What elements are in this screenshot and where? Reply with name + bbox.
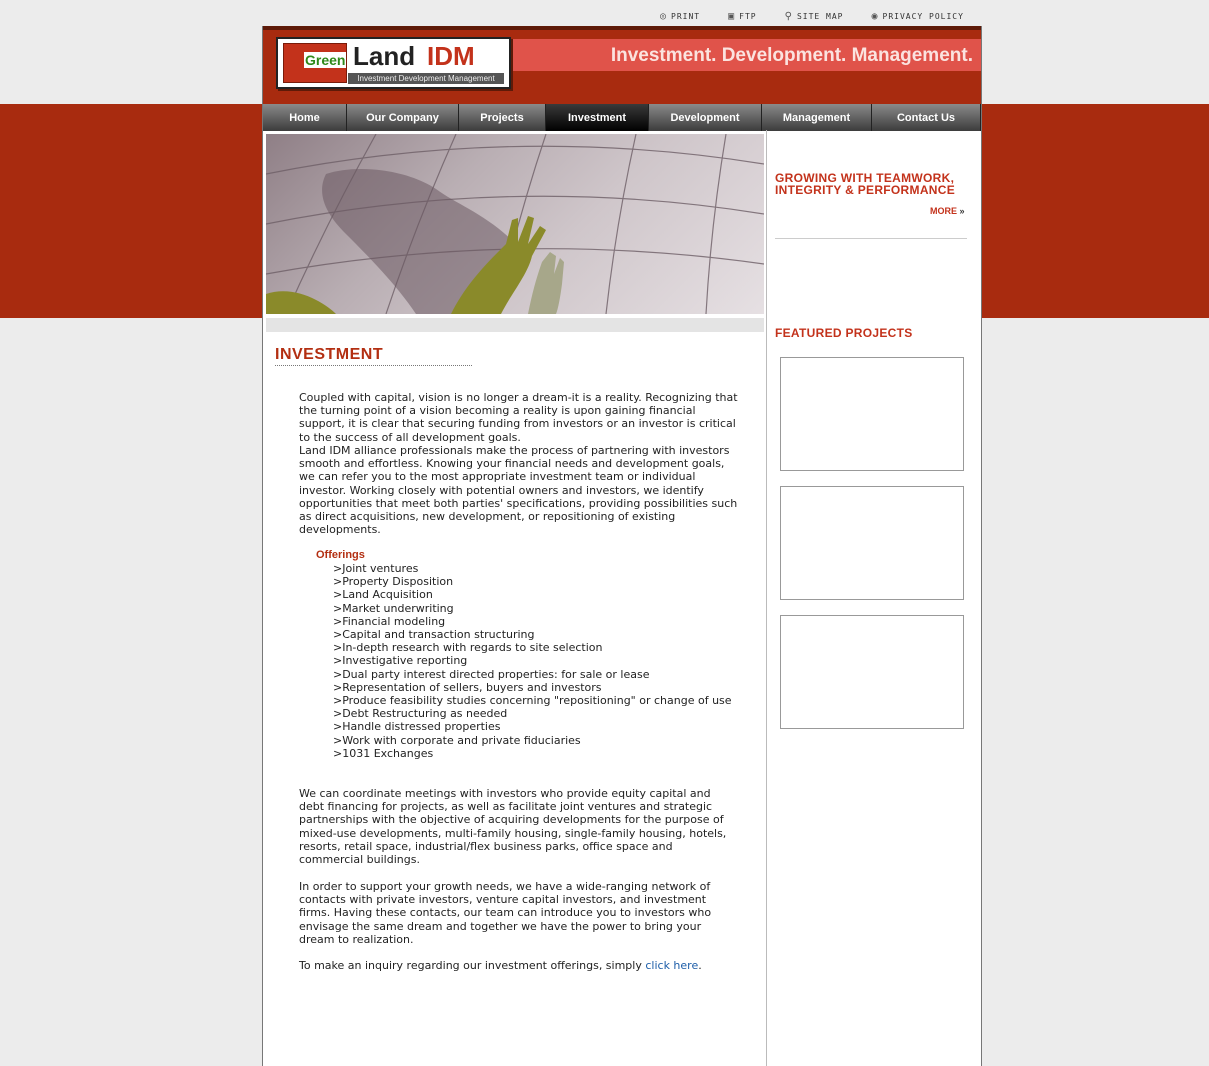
site-map-label: SITE MAP bbox=[796, 11, 844, 21]
list-item: >In-depth research with regards to site selection bbox=[333, 641, 603, 655]
list-item: >Dual party interest directed properties: for sale or lease bbox=[333, 667, 650, 681]
nav-projects[interactable]: Projects bbox=[459, 104, 546, 131]
globe-hands-illustration bbox=[266, 134, 764, 314]
site-map-link[interactable] bbox=[785, 9, 844, 23]
utility-links bbox=[660, 9, 964, 23]
privacy-policy-link[interactable] bbox=[871, 9, 963, 23]
featured-project-slot-1[interactable] bbox=[780, 357, 964, 471]
nav-home[interactable]: Home bbox=[263, 104, 347, 131]
list-item: >Representation of sellers, buyers and investors bbox=[333, 680, 602, 694]
logo-land-text: Land bbox=[353, 41, 416, 71]
site-map-icon: ⚲ bbox=[784, 10, 793, 22]
main-nav bbox=[263, 104, 981, 131]
list-item: >Financial modeling bbox=[333, 614, 446, 628]
double-chevron-icon: » bbox=[959, 206, 965, 216]
offerings-heading: Offerings bbox=[316, 549, 365, 561]
right-sidebar bbox=[766, 130, 982, 1066]
growing-line-1: GROWING WITH TEAMWORK, bbox=[775, 171, 955, 185]
more-link[interactable] bbox=[930, 206, 965, 216]
list-item: >Produce feasibility studies concerning "repositioning" or change of use bbox=[333, 694, 732, 708]
logo-subtitle: Investment Development Management bbox=[348, 73, 504, 84]
inquiry-text: To make an inquiry regarding our investment offerings, simply bbox=[299, 959, 646, 972]
list-item: >1031 Exchanges bbox=[333, 746, 434, 760]
title-dotted-rule bbox=[275, 365, 472, 366]
featured-projects-heading: FEATURED PROJECTS bbox=[775, 326, 913, 340]
list-item: >Land Acquisition bbox=[333, 588, 433, 602]
privacy-policy-label: PRIVACY POLICY bbox=[882, 11, 964, 21]
site-logo[interactable] bbox=[276, 37, 511, 89]
nav-management[interactable]: Management bbox=[762, 104, 872, 131]
list-item: >Work with corporate and private fiduciaries bbox=[333, 733, 581, 747]
nav-investment[interactable]: Investment bbox=[546, 104, 649, 131]
ftp-icon: ▣ bbox=[728, 10, 736, 22]
nav-our-company[interactable]: Our Company bbox=[347, 104, 459, 131]
hero-caption-bar bbox=[266, 318, 764, 332]
paragraph-investor-meetings: We can coordinate meetings with investors who provide equity capital and debt financing for projects, as well as facilitate joint ventures and strategic partnerships with the objective of acquiring developments for the purpose of mixed-use developments, multi-family housing, single-family housing, hotels, resorts, retail space, industrial/flex business parks, office space and commercial buildings. bbox=[299, 787, 727, 867]
list-item: >Handle distressed properties bbox=[333, 720, 501, 734]
list-item: >Joint ventures bbox=[333, 562, 419, 575]
nav-contact-us[interactable]: Contact Us bbox=[872, 104, 981, 131]
list-item: >Capital and transaction structuring bbox=[333, 628, 535, 642]
list-item: >Property Disposition bbox=[333, 575, 454, 589]
nav-development[interactable]: Development bbox=[649, 104, 762, 131]
print-label: PRINT bbox=[671, 11, 701, 21]
list-item: >Market underwriting bbox=[333, 601, 454, 615]
print-icon: ◎ bbox=[660, 10, 668, 22]
site-header bbox=[263, 26, 981, 104]
logo-idm-text: IDM bbox=[427, 41, 475, 71]
paragraph-growth-network: In order to support your growth needs, we have a wide-ranging network of contacts with private investors, venture capital investors, and investment firms. Having these contacts, our team can introduce you to investors who envisage the same dream and together we have the power to bring your dream to realization. bbox=[299, 880, 712, 946]
tagline: Investment. Development. Management. bbox=[610, 45, 973, 66]
intro-paragraph-2: Land IDM alliance professionals make the process of partnering with investors smooth and effortless. Knowing your financial needs and development goals, we can refer you to the most appropriate investment team or individual investor. Working closely with potential owners and investors, we identify opportunities that meet both parties' specifications, providing possibilities such as direct acquisitions, new development, or repositioning of existing developments. bbox=[299, 444, 738, 537]
inquiry-end: . bbox=[698, 959, 702, 972]
inquiry-click-here-link[interactable]: click here bbox=[645, 959, 699, 972]
list-item: >Debt Restructuring as needed bbox=[333, 707, 508, 721]
offerings-list bbox=[333, 562, 733, 760]
sidebar-divider bbox=[775, 238, 967, 239]
ftp-label: FTP bbox=[739, 11, 757, 21]
ftp-link[interactable] bbox=[728, 9, 756, 23]
tagline-bar bbox=[508, 39, 981, 71]
intro-paragraph-1: Coupled with capital, vision is no longer a dream-it is a reality. Recognizing that the turning point of a vision becoming a reality is upon gaining financial support, it is clear that securing funding from investors or an investor is critical to the success of all development goals. bbox=[299, 391, 738, 444]
logo-green-text: Green bbox=[305, 52, 346, 68]
growing-heading bbox=[775, 172, 955, 196]
page-frame bbox=[262, 26, 982, 1066]
growing-line-2: INTEGRITY & PERFORMANCE bbox=[775, 183, 956, 197]
page-title: INVESTMENT bbox=[275, 346, 384, 363]
print-link[interactable] bbox=[660, 9, 700, 23]
hero-image-globe-hands bbox=[266, 134, 764, 314]
inquiry-line bbox=[299, 959, 739, 972]
privacy-icon: ◉ bbox=[871, 10, 879, 22]
list-item: >Investigative reporting bbox=[333, 654, 468, 668]
header-top-strip bbox=[263, 26, 981, 30]
featured-project-slot-2[interactable] bbox=[780, 486, 964, 600]
featured-project-slot-3[interactable] bbox=[780, 615, 964, 729]
more-label: MORE bbox=[930, 206, 957, 216]
